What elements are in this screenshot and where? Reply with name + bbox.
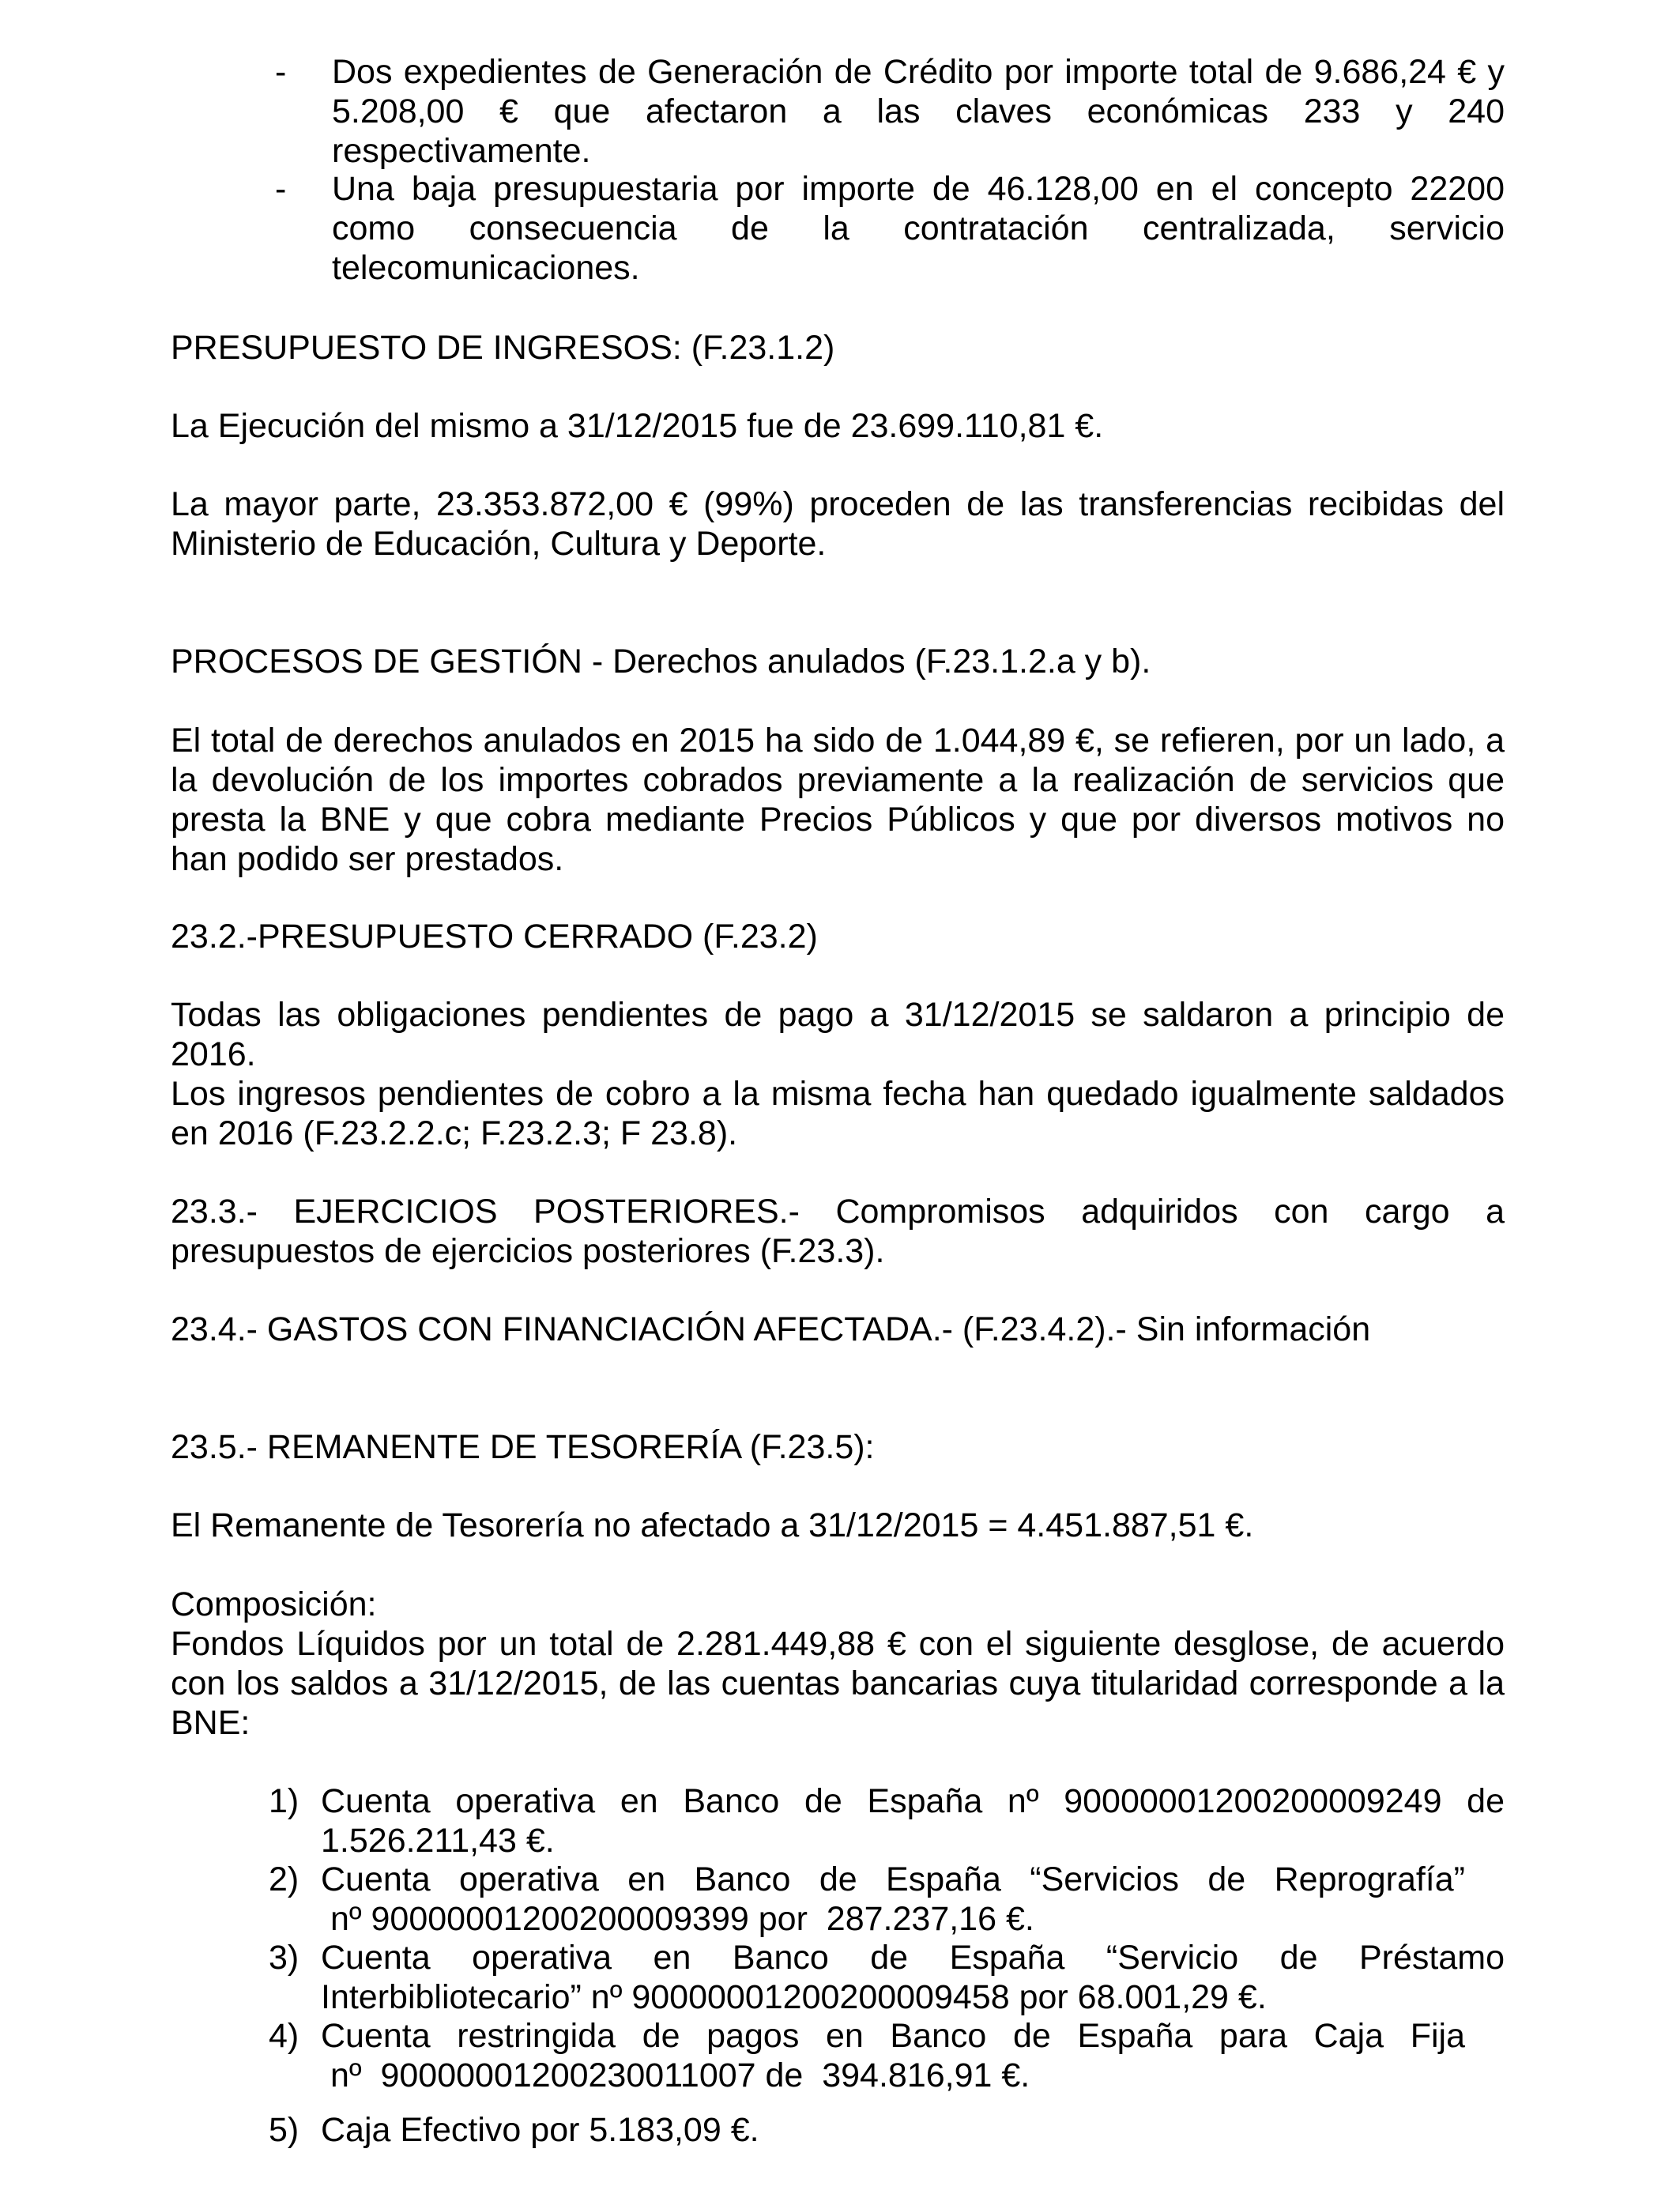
bullet-line: respectivamente. [332,132,591,170]
mayor-parte-paragraph [171,484,1505,564]
ejecucion-paragraph: La Ejecución del mismo a 31/12/2015 fue de 23.699.110,81 €. [171,407,1104,445]
composicion-paragraph [171,1585,1505,1743]
paragraph-line: BNE: [171,1704,250,1742]
paragraph-line: Todas las obligaciones pendientes de pago a 31/12/2015 se saldaron a principio de [171,996,1505,1034]
bullet-marker: - [275,53,287,91]
paragraph-line: Fondos Líquidos por un total de 2.281.449,88 € con el siguiente desglose, de acuerdo [171,1625,1505,1663]
bullet-text [332,169,1505,288]
account-line: 1.526.211,43 €. [321,1822,555,1860]
account-text [321,1938,1505,2017]
paragraph-line: Ministerio de Educación, Cultura y Deporte. [171,525,827,563]
paragraph-line: con los saldos a 31/12/2015, de las cuentas bancarias cuya titularidad corresponde a la [171,1664,1505,1702]
account-line: nº 90000001200200009399 por 287.237,16 €. [321,1900,1034,1938]
section-heading-remanente: 23.5.- REMANENTE DE TESORERÍA (F.23.5): [171,1428,875,1466]
list-number: 3) [269,1939,299,1977]
obligaciones-paragraph [171,995,1505,1153]
account-line: Cuenta operativa en Banco de España “Servicios de Reprografía” [321,1860,1465,1898]
ejercicios-posteriores-paragraph [171,1192,1505,1271]
paragraph-line: Los ingresos pendientes de cobro a la misma fecha han quedado igualmente saldados [171,1075,1505,1113]
paragraph-line: en 2016 (F.23.2.2.c; F.23.2.3; F 23.8). [171,1114,738,1152]
account-line: Cuenta restringida de pagos en Banco de España para Caja Fija [321,2017,1465,2055]
list-number: 1) [269,1782,299,1820]
paragraph-line: 23.3.- EJERCICIOS POSTERIORES.- Compromisos adquiridos con cargo a [171,1193,1505,1231]
account-line: Interbibliotecario” nº 90000001200200009458 por 68.001,29 €. [321,1978,1267,2016]
bullet-text [332,52,1505,171]
bullet-line: Dos expedientes de Generación de Crédito por importe total de 9.686,24 € y [332,53,1505,91]
account-line: nº 90000001200230011007 de 394.816,91 €. [321,2056,1030,2094]
account-line: Cuenta operativa en Banco de España nº 90000001200200009249 de [321,1782,1505,1820]
section-heading-ingresos: PRESUPUESTO DE INGRESOS: (F.23.1.2) [171,329,835,367]
paragraph-line: presupuestos de ejercicios posteriores (F.23.3). [171,1232,885,1270]
composicion-label: Composición: [171,1585,377,1623]
paragraph-line: han podido ser prestados. [171,840,564,878]
section-heading-cerrado: 23.2.-PRESUPUESTO CERRADO (F.23.2) [171,918,818,956]
paragraph-line: presta la BNE y que cobra mediante Precios Públicos y que por diversos motivos no [171,801,1505,839]
bullet-line: Una baja presupuestaria por importe de 46.128,00 en el concepto 22200 [332,170,1505,208]
account-text [321,2016,1465,2095]
bullet-marker: - [275,170,287,208]
bullet-line: telecomunicaciones. [332,249,640,287]
account-line: Cuenta operativa en Banco de España “Servicio de Préstamo [321,1939,1505,1977]
paragraph-line: La mayor parte, 23.353.872,00 € (99%) proceden de las transferencias recibidas del [171,485,1505,523]
paragraph-line: 2016. [171,1035,256,1073]
bullet-line: como consecuencia de la contratación centralizada, servicio [332,209,1505,247]
paragraph-line: El total de derechos anulados en 2015 ha sido de 1.044,89 €, se refieren, por un lado, a [171,722,1505,760]
list-number: 4) [269,2017,299,2055]
account-text [321,2110,1505,2150]
section-heading-financiacion: 23.4.- GASTOS CON FINANCIACIÓN AFECTADA.- (F.23.4.2).- Sin información [171,1310,1371,1348]
account-text [321,1781,1505,1860]
bullet-line: 5.208,00 € que afectaron a las claves económicas 233 y 240 [332,92,1505,130]
derechos-anulados-paragraph [171,721,1505,879]
paragraph-line: la devolución de los importes cobrados previamente a la realización de servicios que [171,761,1505,799]
list-number: 2) [269,1860,299,1898]
account-line: Caja Efectivo por 5.183,09 €. [321,2111,759,2149]
account-text [321,1860,1465,1939]
list-number: 5) [269,2111,299,2149]
remanente-no-afectado-paragraph: El Remanente de Tesorería no afectado a 31/12/2015 = 4.451.887,51 €. [171,1506,1254,1544]
section-heading-gestion: PROCESOS DE GESTIÓN - Derechos anulados (F.23.1.2.a y b). [171,643,1151,680]
